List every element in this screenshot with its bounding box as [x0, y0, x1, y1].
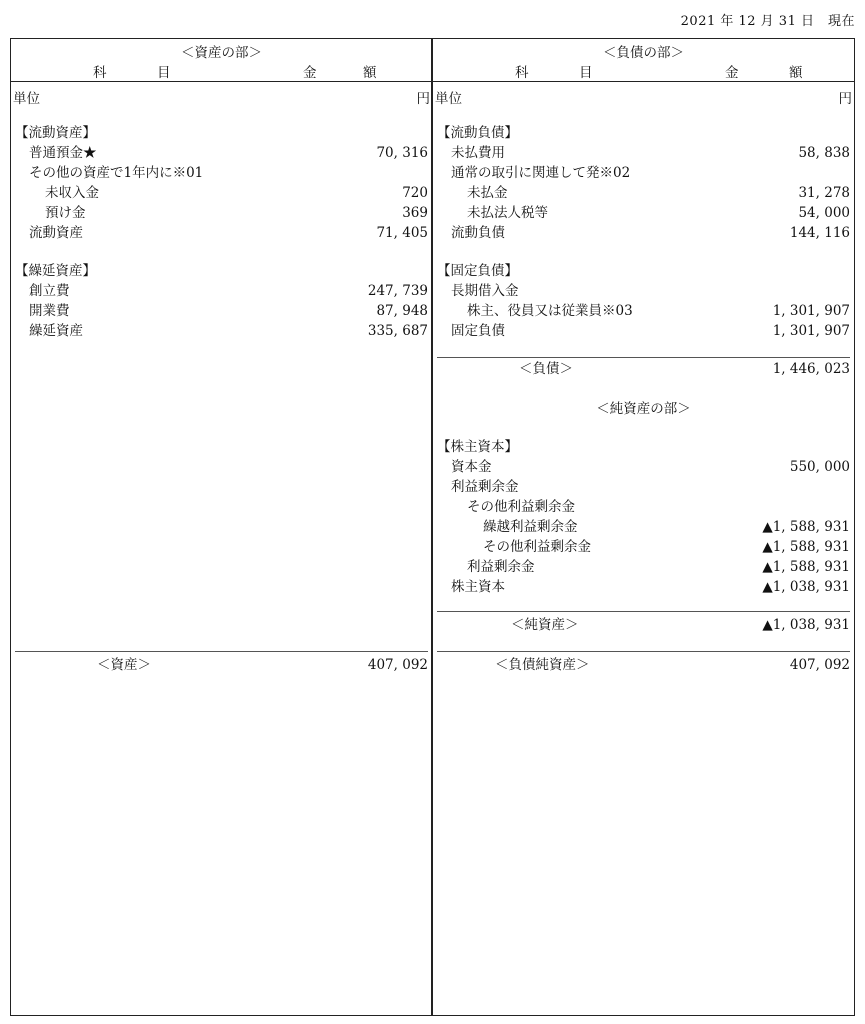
table-row: 創立費 247, 739 [29, 283, 428, 299]
net-assets-section-title: ＜純資産の部＞ [596, 401, 691, 417]
balance-sheet-table [10, 38, 855, 1016]
assets-column [11, 39, 432, 1015]
assets-section-title: ＜資産の部＞ [181, 45, 262, 61]
report-date: 2021 年 12 月 31 日 現在 [680, 14, 855, 29]
table-row: 開業費 87, 948 [29, 303, 428, 319]
table-row: 繰越利益剰余金 ▲1, 588, 931 [483, 519, 850, 535]
table-row: その他利益剰余金 ▲1, 588, 931 [483, 539, 850, 555]
col-header-kamoku-1: 科 [515, 65, 529, 81]
table-row: 未払費用 58, 838 [451, 145, 850, 161]
col-header-kamoku-2: 目 [157, 65, 171, 81]
grand-total-row: ＜負債純資産＞ 407, 092 [495, 657, 850, 673]
unit-label: 単位 [435, 91, 462, 107]
col-header-kamoku-1: 科 [93, 65, 107, 81]
table-row: その他利益剰余金 [467, 499, 575, 515]
table-row: 流動資産 71, 405 [29, 225, 428, 241]
current-liabilities-header: 【流動負債】 [437, 125, 518, 141]
current-assets-header: 【流動資産】 [15, 125, 96, 141]
col-header-kingaku-2: 額 [789, 65, 803, 81]
table-row: 未払法人税等 54, 000 [467, 205, 850, 221]
table-row: その他の資産で1年内に※01 [29, 165, 204, 181]
table-row: 流動負債 144, 116 [451, 225, 850, 241]
assets-total-row: ＜資産＞ 407, 092 [97, 657, 428, 673]
table-row: 繰延資産 335, 687 [29, 323, 428, 339]
table-row: 普通預金★ 70, 316 [29, 145, 428, 161]
unit-label: 単位 [13, 91, 40, 107]
table-row: 通常の取引に関連して発※02 [451, 165, 631, 181]
table-row: 利益剰余金 ▲1, 588, 931 [467, 559, 850, 575]
liabilities-total-rule [437, 357, 850, 358]
net-assets-total-rule [437, 611, 850, 612]
table-row: 資本金 550, 000 [451, 459, 850, 475]
liabilities-total-row: ＜負債＞ 1, 446, 023 [519, 361, 850, 377]
table-row: 株主、役員又は従業員※03 1, 301, 907 [467, 303, 850, 319]
table-row: 未払金 31, 278 [467, 185, 850, 201]
table-row: 未収入金 720 [45, 185, 428, 201]
assets-header [11, 39, 432, 82]
unit-value: 円 [838, 91, 852, 107]
table-row: 長期借入金 [451, 283, 519, 299]
col-header-kamoku-2: 目 [579, 65, 593, 81]
liabilities-section-title: ＜負債の部＞ [603, 45, 684, 61]
table-row: 利益剰余金 [451, 479, 519, 495]
fixed-liabilities-header: 【固定負債】 [437, 263, 518, 279]
col-header-kingaku-1: 金 [303, 65, 317, 81]
unit-value: 円 [416, 91, 430, 107]
net-assets-total-row: ＜純資産＞ ▲1, 038, 931 [511, 617, 850, 633]
grand-total-rule [437, 651, 850, 652]
col-header-kingaku-1: 金 [725, 65, 739, 81]
col-header-kingaku-2: 額 [363, 65, 377, 81]
deferred-assets-header: 【繰延資産】 [15, 263, 96, 279]
unit-row [11, 89, 432, 109]
liabilities-header [433, 39, 854, 82]
table-row: 固定負債 1, 301, 907 [451, 323, 850, 339]
assets-total-rule [15, 651, 428, 652]
table-row: 預け金 369 [45, 205, 428, 221]
table-row: 株主資本 ▲1, 038, 931 [451, 579, 850, 595]
equity-header: 【株主資本】 [437, 439, 518, 455]
liabilities-column [433, 39, 854, 1015]
unit-row [433, 89, 854, 109]
